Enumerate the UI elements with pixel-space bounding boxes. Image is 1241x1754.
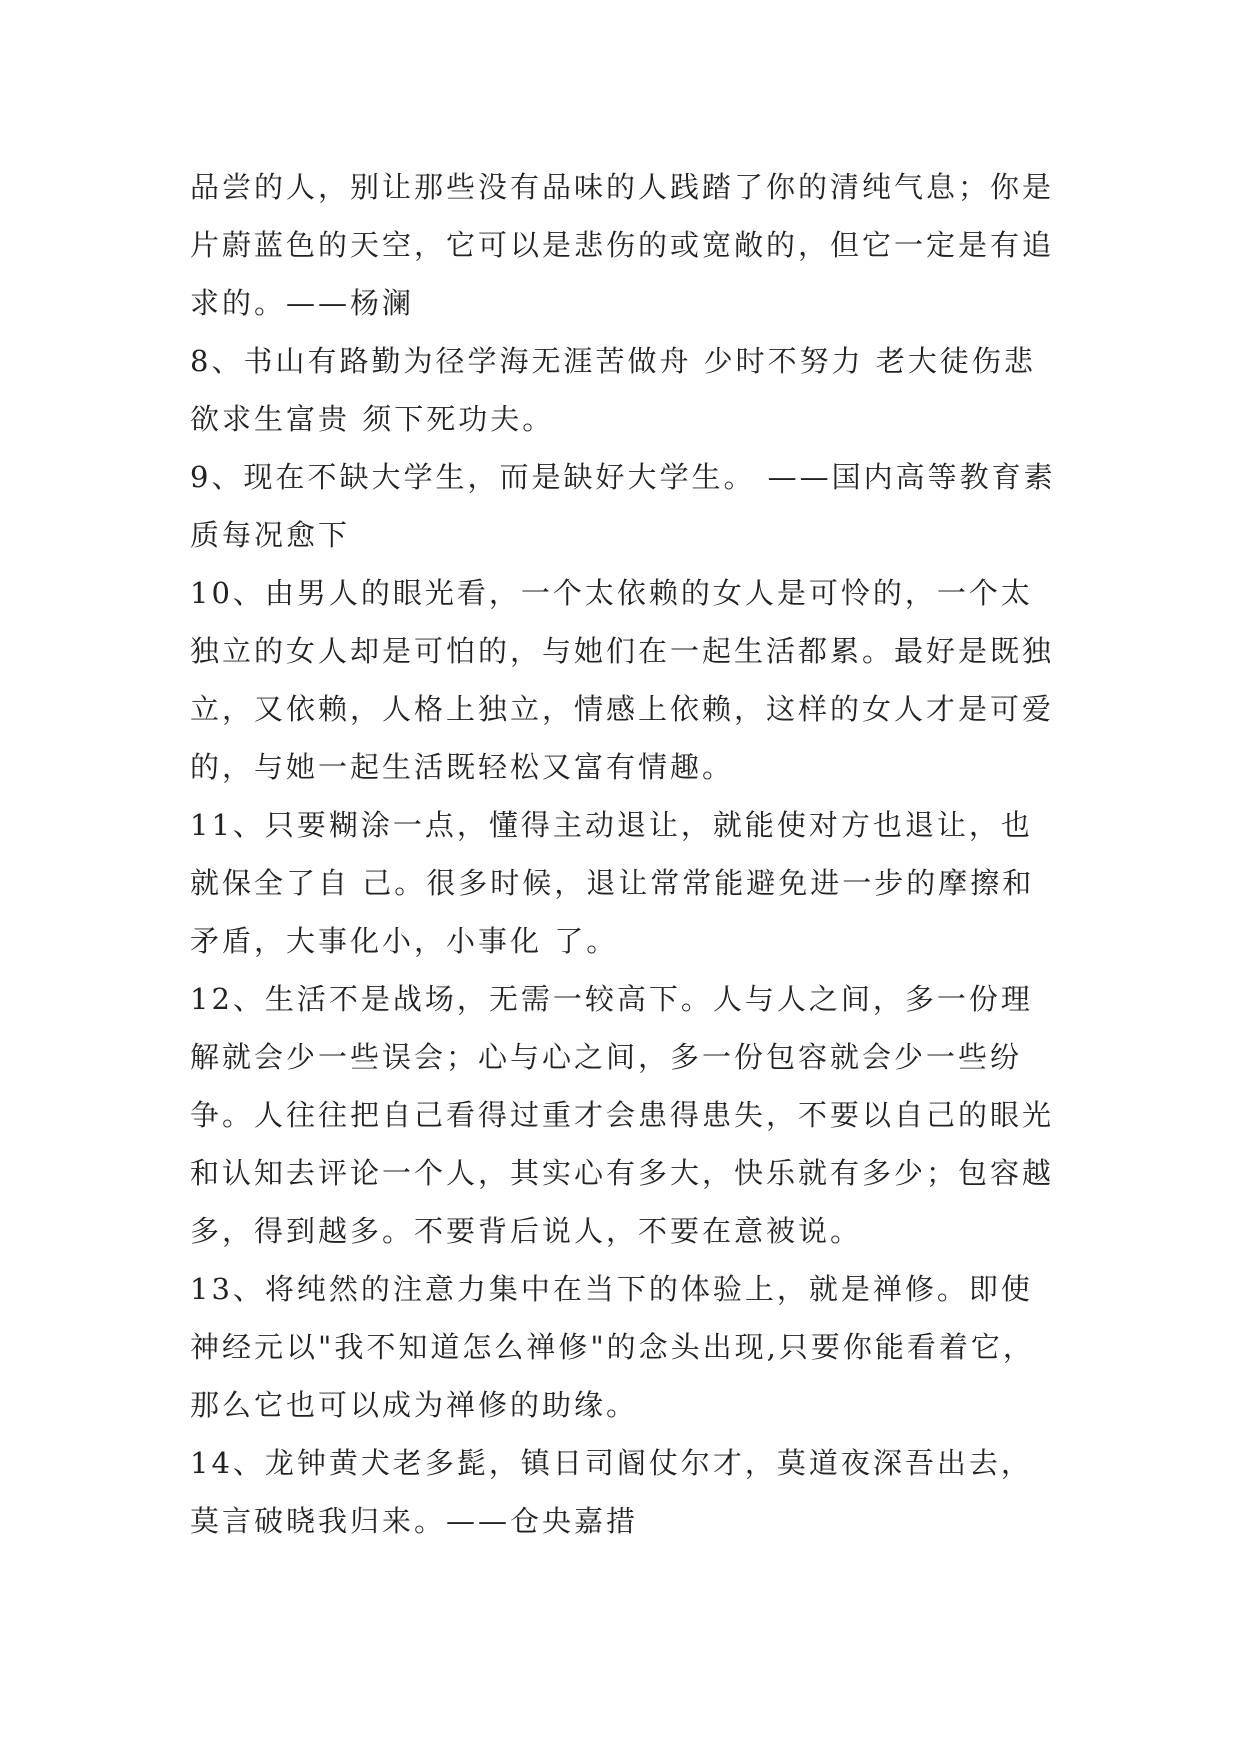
paragraph-item-14: 14、龙钟黄犬老多髭，镇日司阍仗尔才，莫道夜深吾出去，莫言破晓我归来。——仓央嘉措 xyxy=(190,1446,1033,1538)
paragraph-item-13: 13、将纯然的注意力集中在当下的体验上，就是禅修。即使神经元以"我不知道怎么禅修"的念头出现,只要你能看着它，那么它也可以成为禅修的助缘。 xyxy=(190,1272,1035,1422)
paragraph-item-10: 10、由男人的眼光看，一个太依赖的女人是可怜的，一个太独立的女人却是可怕的，与她们在一起生活都累。最好是既独立，又依赖，人格上独立，情感上依赖，这样的女人才是可爱的，与她一起生活既轻松又富有情趣。 xyxy=(190,576,1055,784)
paragraph-item-8: 8、书山有路勤为径学海无涯苦做舟 少时不努力 老大徒伤悲 欲求生富贵 须下死功夫。 xyxy=(190,344,1036,436)
paragraph-item-12: 12、生活不是战场，无需一较高下。人与人之间，多一份理解就会少一些误会；心与心之间，多一份包容就会少一些纷争。人往往把自己看得过重才会患得患失，不要以自己的眼光和认知去评论一个人，其实心有多大，快乐就有多少；包容越多，得到越多。不要背后说人，不要在意被说。 xyxy=(190,982,1055,1248)
paragraph-item-11: 11、只要糊涂一点，懂得主动退让，就能使对方也退让，也就保全了自 己。很多时候，退让常常能避免进一步的摩擦和矛盾，大事化小，小事化 了。 xyxy=(190,808,1035,958)
paragraph-continuation: 品尝的人，别让那些没有品味的人践踏了你的清纯气息；你是片蔚蓝色的天空，它可以是悲伤的或宽敞的，但它一定是有追求的。——杨澜 xyxy=(190,170,1055,320)
paragraph-item-9: 9、现在不缺大学生，而是缺好大学生。 ——国内高等教育素质每况愈下 xyxy=(190,460,1056,552)
document-body xyxy=(190,158,1062,1550)
